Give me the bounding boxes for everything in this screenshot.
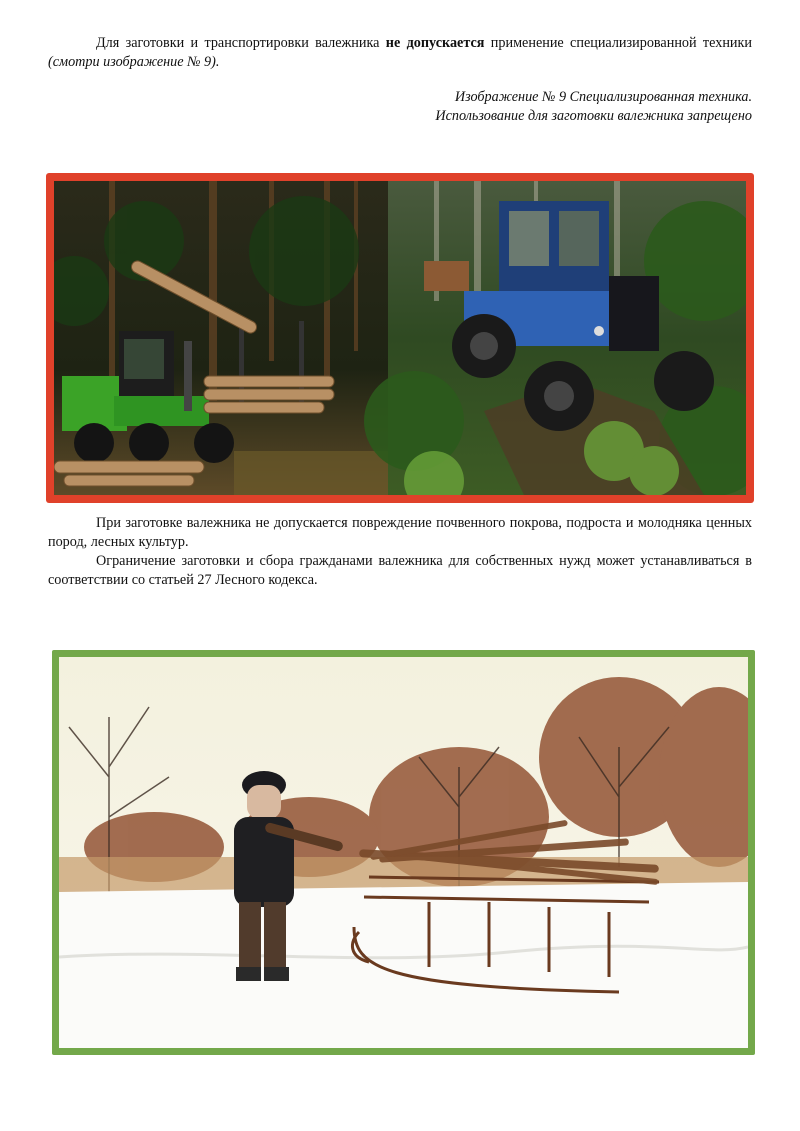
tractor-photo	[364, 181, 746, 495]
winter-firewood-photo	[59, 657, 748, 1048]
paragraph-restriction: Ограничение заготовки и сбора гражданами валежника для собственных нужд может устанавливаться в соответствии со статьей 27 Лесного кодекса.	[48, 553, 752, 588]
caption-line-2: Использование для заготовки валежника запрещено	[435, 108, 752, 124]
machinery-photo	[54, 181, 746, 495]
photo-frame-child-sled	[52, 650, 755, 1055]
p1-text-2: применение специализированной техники	[484, 35, 752, 51]
photo-frame-machinery	[46, 173, 754, 503]
paragraph-special-equipment	[48, 34, 752, 72]
p1-text-1: Для заготовки и транспортировки валежника	[96, 35, 386, 51]
image-caption	[252, 88, 752, 126]
forwarder-photo	[54, 181, 388, 495]
p1-bold: не допускается	[385, 35, 485, 51]
paragraph-soil-protection: При заготовке валежника не допускается повреждение почвенного покрова, подроста и молодняка ценных пород, лесных культур.	[48, 515, 752, 550]
caption-line-1: Изображение № 9 Специализированная техника.	[454, 89, 752, 105]
p1-italic-ref: (смотри изображение № 9).	[48, 54, 220, 70]
